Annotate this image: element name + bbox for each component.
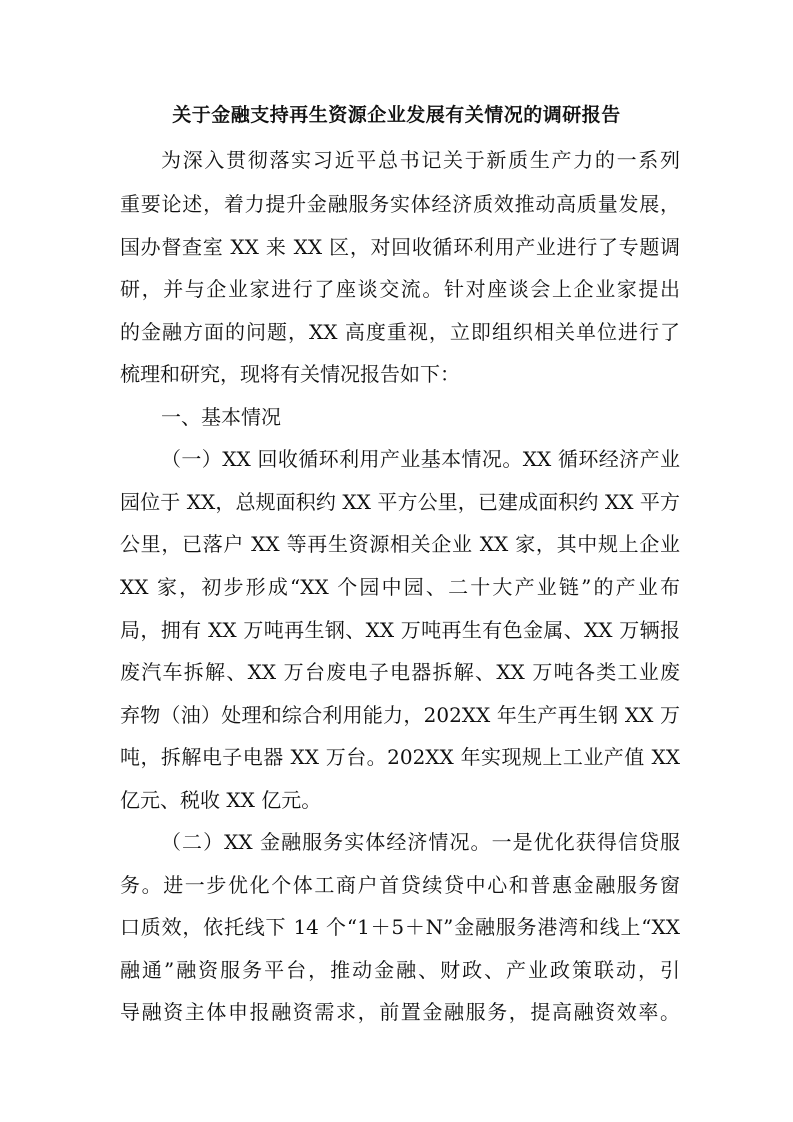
paragraph-line: XX 家，初步形成“XX 个园中园、二十大产业链”的产业布 [120,575,680,599]
paragraph-line: 重要论述，着力提升金融服务实体经济质效推动高质量发展， [120,192,680,216]
paragraph-line: （一）XX 回收循环利用产业基本情况。XX 循环经济产业 [161,447,680,471]
paragraph-line: 吨，拆解电子电器 XX 万台。202XX 年实现规上工业产值 XX [120,745,680,769]
paragraph-line: 口质效，依托线下 14 个“1＋5＋N”金融服务港湾和线上“XX [120,915,680,939]
paragraph-line: 国办督查室 XX 来 XX 区，对回收循环利用产业进行了专题调 [120,235,680,259]
paragraph-line: 为深入贯彻落实习近平总书记关于新质生产力的一系列 [161,148,680,172]
paragraph-line: 研，并与企业家进行了座谈交流。针对座谈会上企业家提出 [120,277,680,301]
paragraph-line: 梳理和研究，现将有关情况报告如下： [120,362,460,386]
document-title: 关于金融支持再生资源企业发展有关情况的调研报告 [172,104,621,126]
section-heading: 一、基本情况 [161,405,281,429]
paragraph-line: 融通”融资服务平台，推动金融、财政、产业政策联动，引 [120,958,680,982]
paragraph-line: 局，拥有 XX 万吨再生钢、XX 万吨再生有色金属、XX 万辆报 [120,618,680,642]
paragraph-line: 的金融方面的问题，XX 高度重视，立即组织相关单位进行了 [120,320,680,344]
paragraph-line: 务。进一步优化个体工商户首贷续贷中心和普惠金融服务窗 [120,873,680,897]
paragraph-line: 废汽车拆解、XX 万台废电子电器拆解、XX 万吨各类工业废 [120,660,680,684]
paragraph-line: 导融资主体申报融资需求，前置金融服务，提高融资效率。 [120,1000,680,1024]
paragraph-line: （二）XX 金融服务实体经济情况。一是优化获得信贷服 [161,830,680,854]
paragraph-line: 公里，已落户 XX 等再生资源相关企业 XX 家，其中规上企业 [120,532,680,556]
paragraph-line: 亿元、税收 XX 亿元。 [120,788,322,812]
paragraph-line: 园位于 XX，总规面积约 XX 平方公里，已建成面积约 XX 平方 [120,490,680,514]
paragraph-line: 弃物（油）处理和综合利用能力，202XX 年生产再生钢 XX 万 [120,703,680,727]
